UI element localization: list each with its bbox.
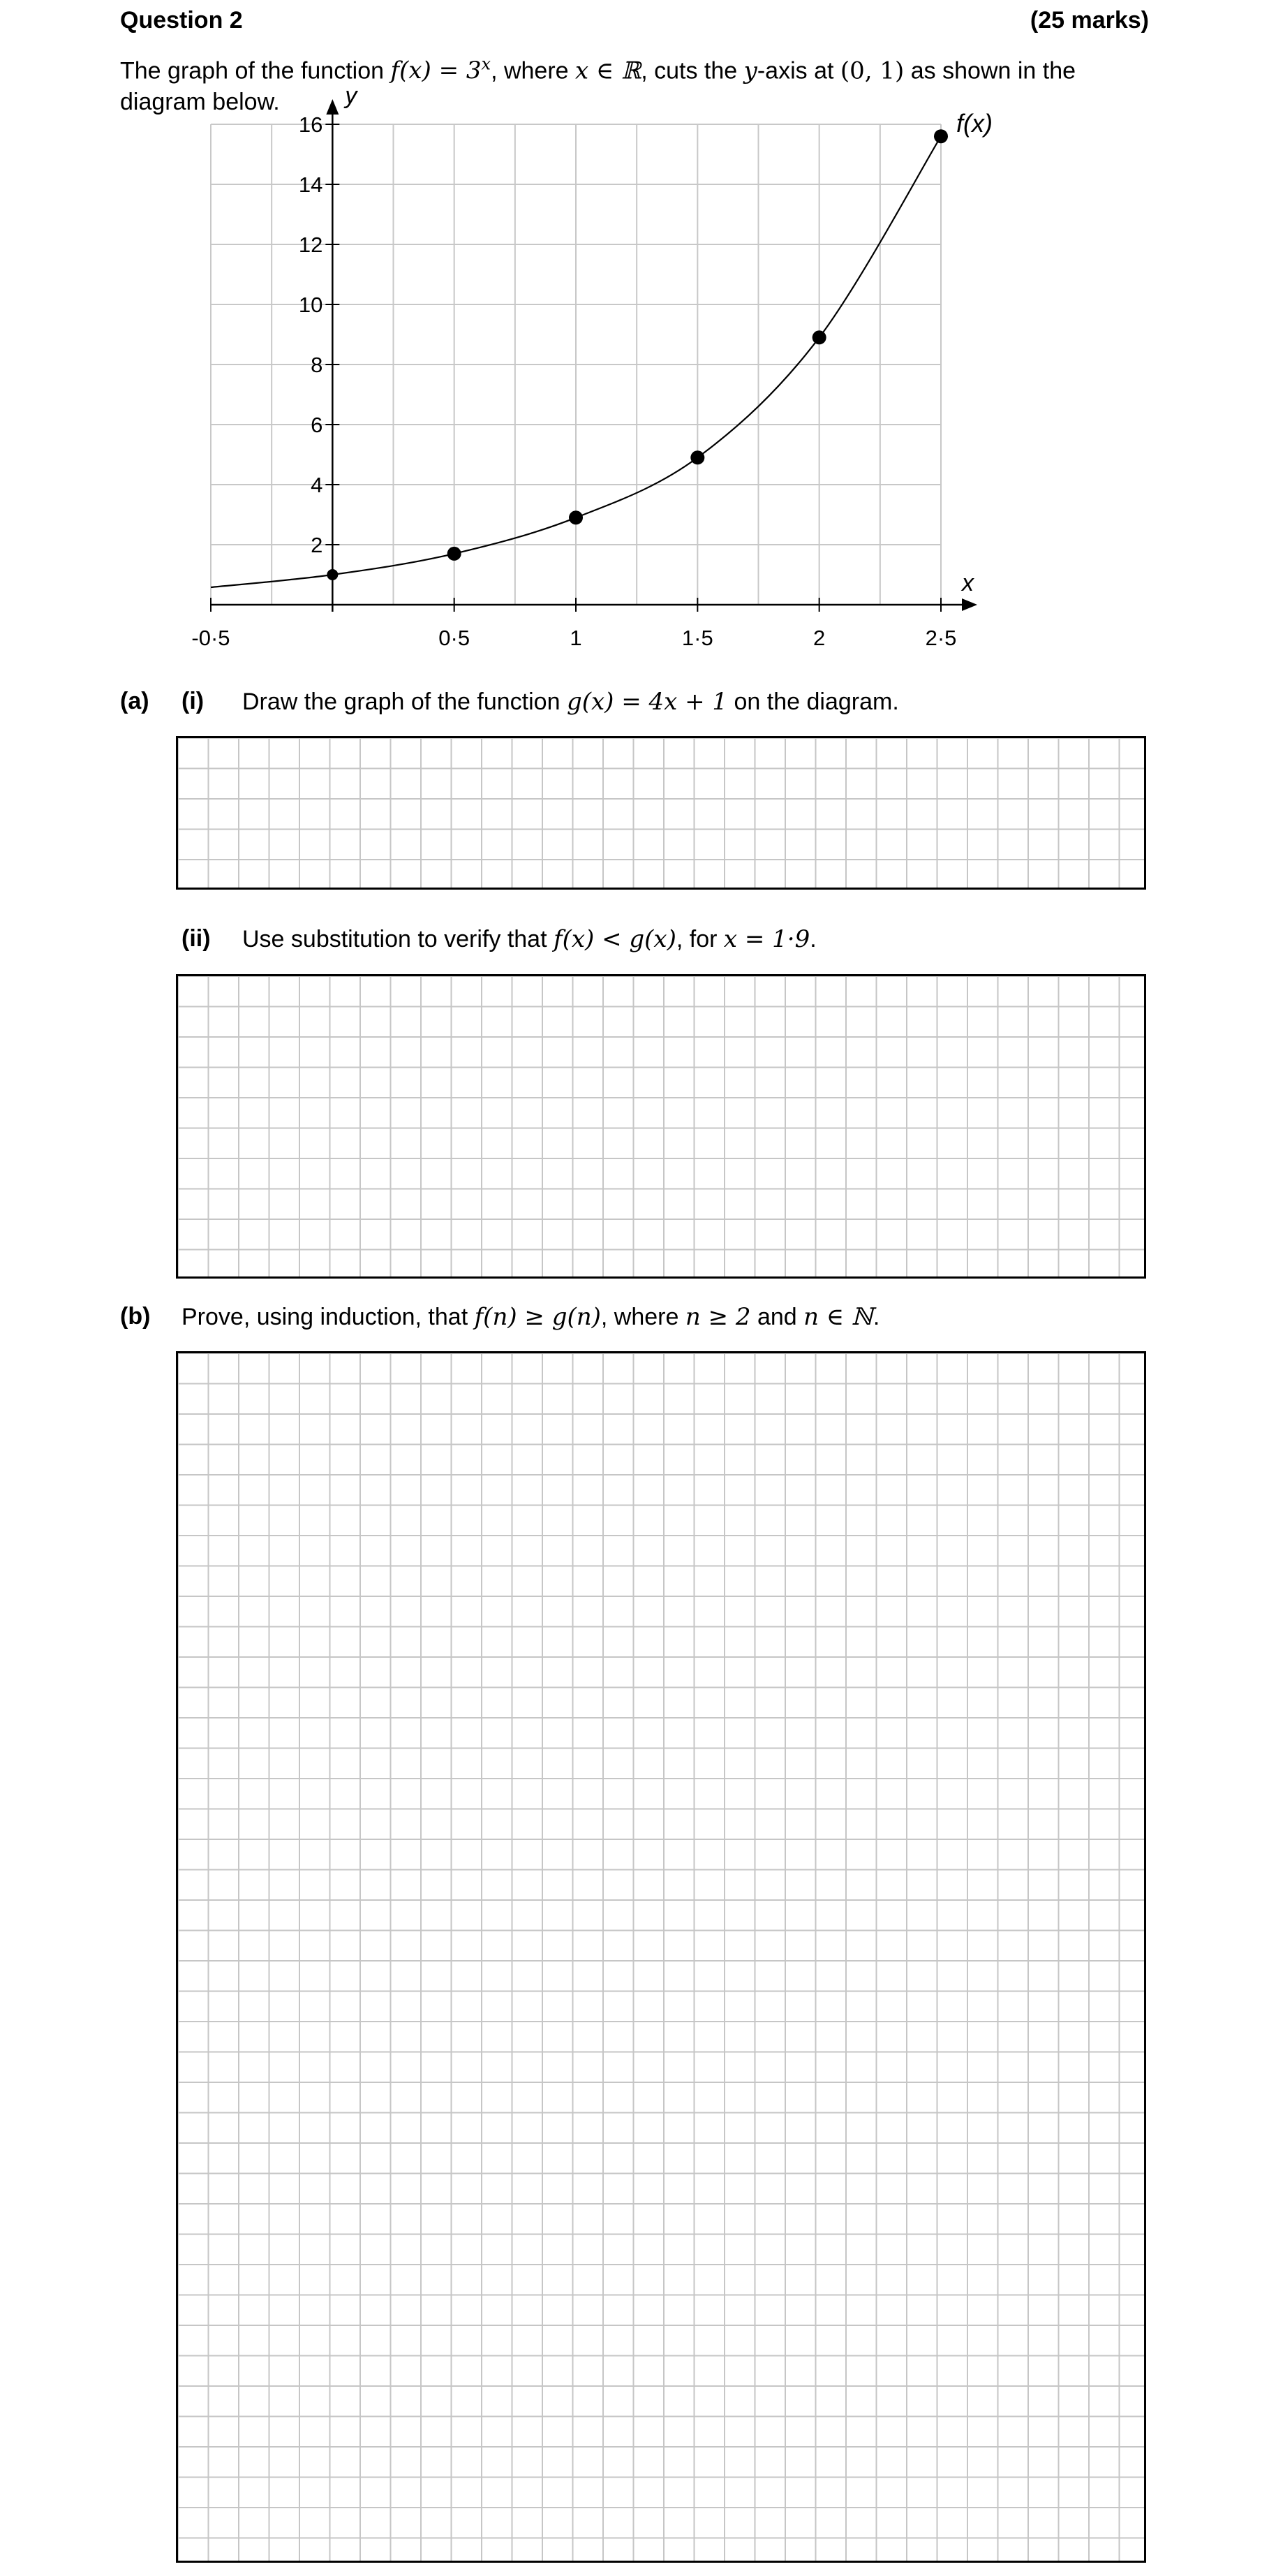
part-a-ii-text: Use substitution to verify that f(x) < g(x), for x = 1·9. — [242, 925, 817, 953]
data-point — [812, 330, 826, 344]
y-tick-label: 4 — [311, 473, 323, 497]
function-f-definition: $f(x) = 3^x$ — [390, 54, 491, 85]
y-axis-arrow — [326, 99, 339, 115]
part-a-label: (a) — [120, 688, 149, 714]
x-tick-label: 2·5 — [925, 626, 957, 650]
y-tick-label: 14 — [298, 172, 323, 197]
x-tick-label: -0·5 — [191, 626, 230, 650]
question-marks: (25 marks) — [1030, 7, 1149, 34]
y-axis-label: y — [345, 82, 357, 109]
y-tick-label: 2 — [311, 533, 323, 557]
intro-text: The graph of the function — [120, 57, 391, 84]
x-tick-label: 1 — [570, 626, 582, 650]
data-point — [690, 450, 704, 464]
x-axis-arrow — [962, 598, 977, 611]
x-tick-label: 2 — [813, 626, 826, 650]
data-point — [447, 547, 461, 561]
y-tick-label: 12 — [298, 233, 323, 257]
part-b-text: Prove, using induction, that f(n) ≥ g(n), where n ≥ 2 and n ∈ ℕ. — [181, 1303, 880, 1331]
exponential-graph — [168, 77, 1005, 663]
x-tick-label: 1·5 — [681, 626, 713, 650]
x-tick-label: 0·5 — [438, 626, 470, 650]
answer-box-a-i[interactable] — [176, 736, 1146, 890]
part-a-i-text: Draw the graph of the function g(x) = 4x + 1 on the diagram. — [242, 688, 899, 716]
part-a-i-label: (i) — [181, 688, 205, 714]
data-point — [934, 129, 948, 143]
y-tick-label: 16 — [298, 112, 323, 137]
y-tick-label: 10 — [298, 293, 323, 317]
answer-box-a-ii[interactable] — [176, 974, 1146, 1279]
curve-label: f(x) — [956, 109, 993, 138]
question-title: Question 2 — [120, 7, 243, 34]
y-tick-label: 6 — [311, 413, 323, 437]
x-axis-label: x — [962, 570, 974, 596]
data-point — [327, 569, 338, 580]
answer-box-b[interactable] — [176, 1351, 1146, 2563]
part-a-ii-label: (ii) — [181, 925, 211, 952]
y-tick-label: 8 — [311, 353, 323, 377]
data-point — [569, 510, 583, 524]
part-b-label: (b) — [120, 1303, 151, 1330]
question-intro: The graph of the function $f(x) = 3^x$, where x ∈ ℝ, cuts the y-axis at (0, 1) as shown in the diagram below. — [120, 54, 1076, 116]
